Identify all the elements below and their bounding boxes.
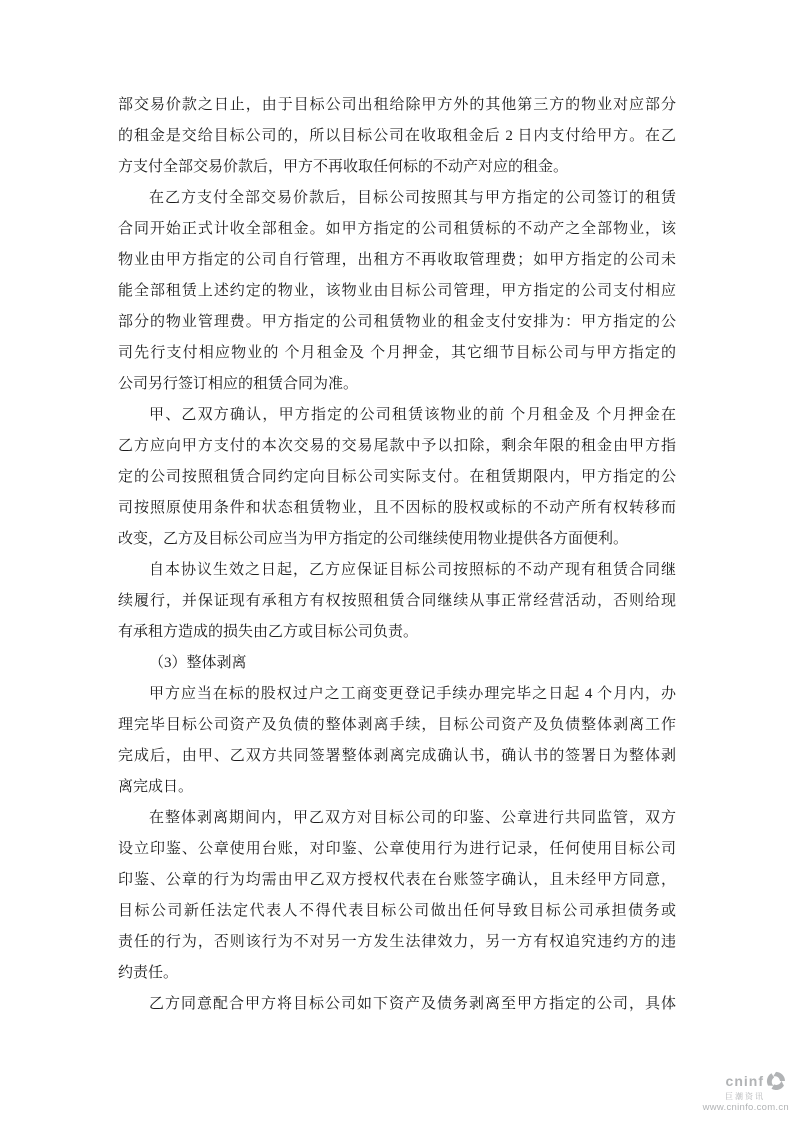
document-line: 乙方同意配合甲方将目标公司如下资产及债务剥离至甲方指定的公司，具体 (149, 996, 676, 1012)
document-line: 部交易价款之日止，由于目标公司出租给除甲方外的其他第三方的物业对应部分 (118, 97, 676, 113)
document-line: 责任的行为，否则该行为不对另一方发生法律效力，另一方有权追究违约方的违 (118, 934, 676, 950)
document-line: 自本协议生效之日起，乙方应保证目标公司按照标的不动产现有租赁合同继 (149, 562, 676, 578)
document-line: 的租金是交给目标公司的，所以目标公司在收取租金后 2 日内支付给甲方。在乙 (118, 128, 676, 144)
document-line: 公司另行签订相应的租赁合同为准。 (118, 376, 359, 392)
document-line: 部分的物业管理费。甲方指定的公司租赁物业的租金支付安排为：甲方指定的公 (118, 314, 676, 330)
document-line: 目标公司新任法定代表人不得代表目标公司做出任何导致目标公司承担债务或 (118, 903, 676, 919)
document-line: 定的公司按照租赁合同约定向目标公司实际支付。在租赁期限内，甲方指定的公 (118, 469, 676, 485)
cninfo-watermark (703, 1070, 789, 1113)
document-line: 完成后，由甲、乙双方共同签署整体剥离完成确认书，确认书的签署日为整体剥 (118, 748, 676, 764)
cninfo-swirl-logo-icon (765, 1070, 787, 1092)
document-line: 有承租方造成的损失由乙方或目标公司负责。 (118, 624, 419, 640)
document-line: 理完毕目标公司资产及负债的整体剥离手续，目标公司资产及负债整体剥离工作 (118, 717, 676, 733)
cninfo-brand-text: cninf (725, 1073, 764, 1089)
document-line: 能全部租赁上述约定的物业，该物业由目标公司管理，甲方指定的公司支付相应 (118, 283, 676, 299)
document-line: （3）整体剥离 (149, 655, 247, 671)
cninfo-url: www.cninfo.com.cn (702, 1102, 789, 1113)
document-line: 在整体剥离期间内，甲乙双方对目标公司的印鉴、公章进行共同监管，双方 (149, 810, 676, 826)
document-line: 印鉴、公章的行为均需由甲乙双方授权代表在台账签字确认，且未经甲方同意， (118, 872, 676, 888)
document-line: 乙方应向甲方支付的本次交易的交易尾款中予以扣除，剩余年限的租金由甲方指 (118, 438, 676, 454)
document-line: 甲、乙双方确认，甲方指定的公司租赁该物业的前 个月租金及 个月押金在 (149, 407, 676, 423)
document-line: 司按照原使用条件和状态租赁物业，且不因标的股权或标的不动产所有权转移而 (118, 500, 676, 516)
document-line: 司先行支付相应物业的 个月租金及 个月押金，其它细节目标公司与甲方指定的 (118, 345, 676, 361)
document-line: 在乙方支付全部交易价款后，目标公司按照其与甲方指定的公司签订的租赁 (149, 190, 676, 206)
cninfo-caption: 巨潮资讯 (725, 1092, 765, 1101)
document-line: 甲方应当在标的股权过户之工商变更登记手续办理完毕之日起 4 个月内，办 (149, 686, 676, 702)
document-line: 改变，乙方及目标公司应当为甲方指定的公司继续使用物业提供各方面便利。 (118, 531, 629, 547)
cninfo-brand-row (726, 1070, 787, 1092)
document-line: 方支付全部交易价款后，甲方不再收取任何标的不动产对应的租金。 (118, 159, 569, 175)
document-body (118, 90, 676, 1020)
document-line: 设立印鉴、公章使用台账，对印鉴、公章使用行为进行记录，任何使用目标公司 (118, 841, 676, 857)
document-line: 物业由甲方指定的公司自行管理，出租方不再收取管理费；如甲方指定的公司未 (118, 252, 676, 268)
document-line: 续履行，并保证现有承租方有权按照租赁合同继续从事正常经营活动，否则给现 (118, 593, 676, 609)
document-line: 约责任。 (118, 965, 179, 981)
document-line: 合同开始正式计收全部租金。如甲方指定的公司租赁标的不动产之全部物业，该 (118, 221, 676, 237)
document-line: 离完成日。 (118, 779, 194, 795)
